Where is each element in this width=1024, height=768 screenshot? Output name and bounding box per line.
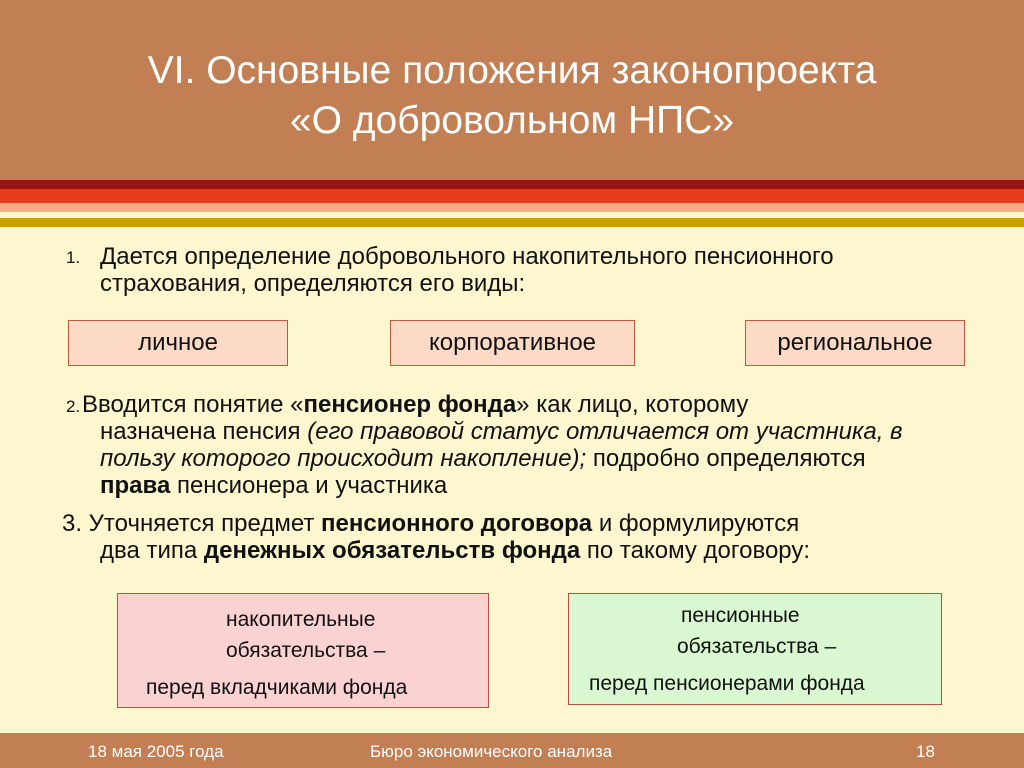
accumulative-line-1: накопительные [226,608,376,631]
item-2-text-d: подробно определяются [586,445,866,472]
type-box-corporate: корпоративное [390,320,635,366]
title-line-2: «О добровольном НПС» [289,99,735,142]
item-2-line-3 [100,445,866,472]
item-3-term-obligations: денежных обязательств фонда [203,537,581,564]
item-2-text-a: Вводится понятие « [82,391,304,418]
footer-organization: Бюро экономического анализа [370,742,613,761]
footer-bar [0,733,1024,768]
item-3-line-2 [100,537,810,564]
item-2-text-b: » как лицо, которому [516,391,749,418]
item-2-term-rights: права [100,472,171,499]
item-2-text-e: пенсионера и участника [170,472,448,499]
pension-line-1: пенсионные [681,604,800,627]
item-2-line-4 [100,472,447,499]
item-3-text-a: 3. Уточняется предмет [62,510,322,537]
item-2-line-1 [82,391,748,418]
item-3-text-d: по такому договору: [580,537,811,564]
item-3-text-c: два типа [100,537,204,564]
accumulative-line-3: перед вкладчиками фонда [146,676,408,699]
type-box-regional: региональное [745,320,965,366]
title-line-1: VI. Основные положения законопроекта [147,49,877,92]
item-1-number: 1. [66,248,81,267]
pension-line-3: перед пенсионерами фонда [589,672,865,695]
accumulative-line-2: обязательства – [226,639,386,662]
item-3-term-pension-contract: пенсионного договора [321,510,593,537]
item-2-italic-a: (его правовой статус отличается от участника, в [307,418,903,445]
decor-stripe-gold [0,218,1024,227]
item-3-text-b: и формулируются [592,510,800,537]
decor-stripe-pink [0,203,1024,212]
footer-date: 18 мая 2005 года [88,742,224,761]
item-2-text-c: назначена пенсия [100,418,308,445]
decor-stripe-red [0,189,1024,203]
item-2-line-2 [100,418,903,445]
page-number: 18 [916,742,935,761]
decor-stripe-dark-red [0,180,1024,189]
slide-title [0,46,1024,146]
accumulative-obligations-box [117,593,489,708]
item-2-term-pensioner: пенсионер фонда [303,391,517,418]
item-3-line-1 [62,510,799,537]
item-2-number: 2. [66,397,81,416]
item-1-line-1: Дается определение добровольного накопительного пенсионного [100,243,834,270]
type-box-personal: личное [68,320,288,366]
item-1-line-2: страхования, определяются его виды: [100,270,526,297]
pension-line-2: обязательства – [677,635,837,658]
title-bar [0,0,1024,180]
pension-obligations-box [568,593,942,705]
item-2-italic-b: пользу которого происходит накопление); [100,445,587,472]
